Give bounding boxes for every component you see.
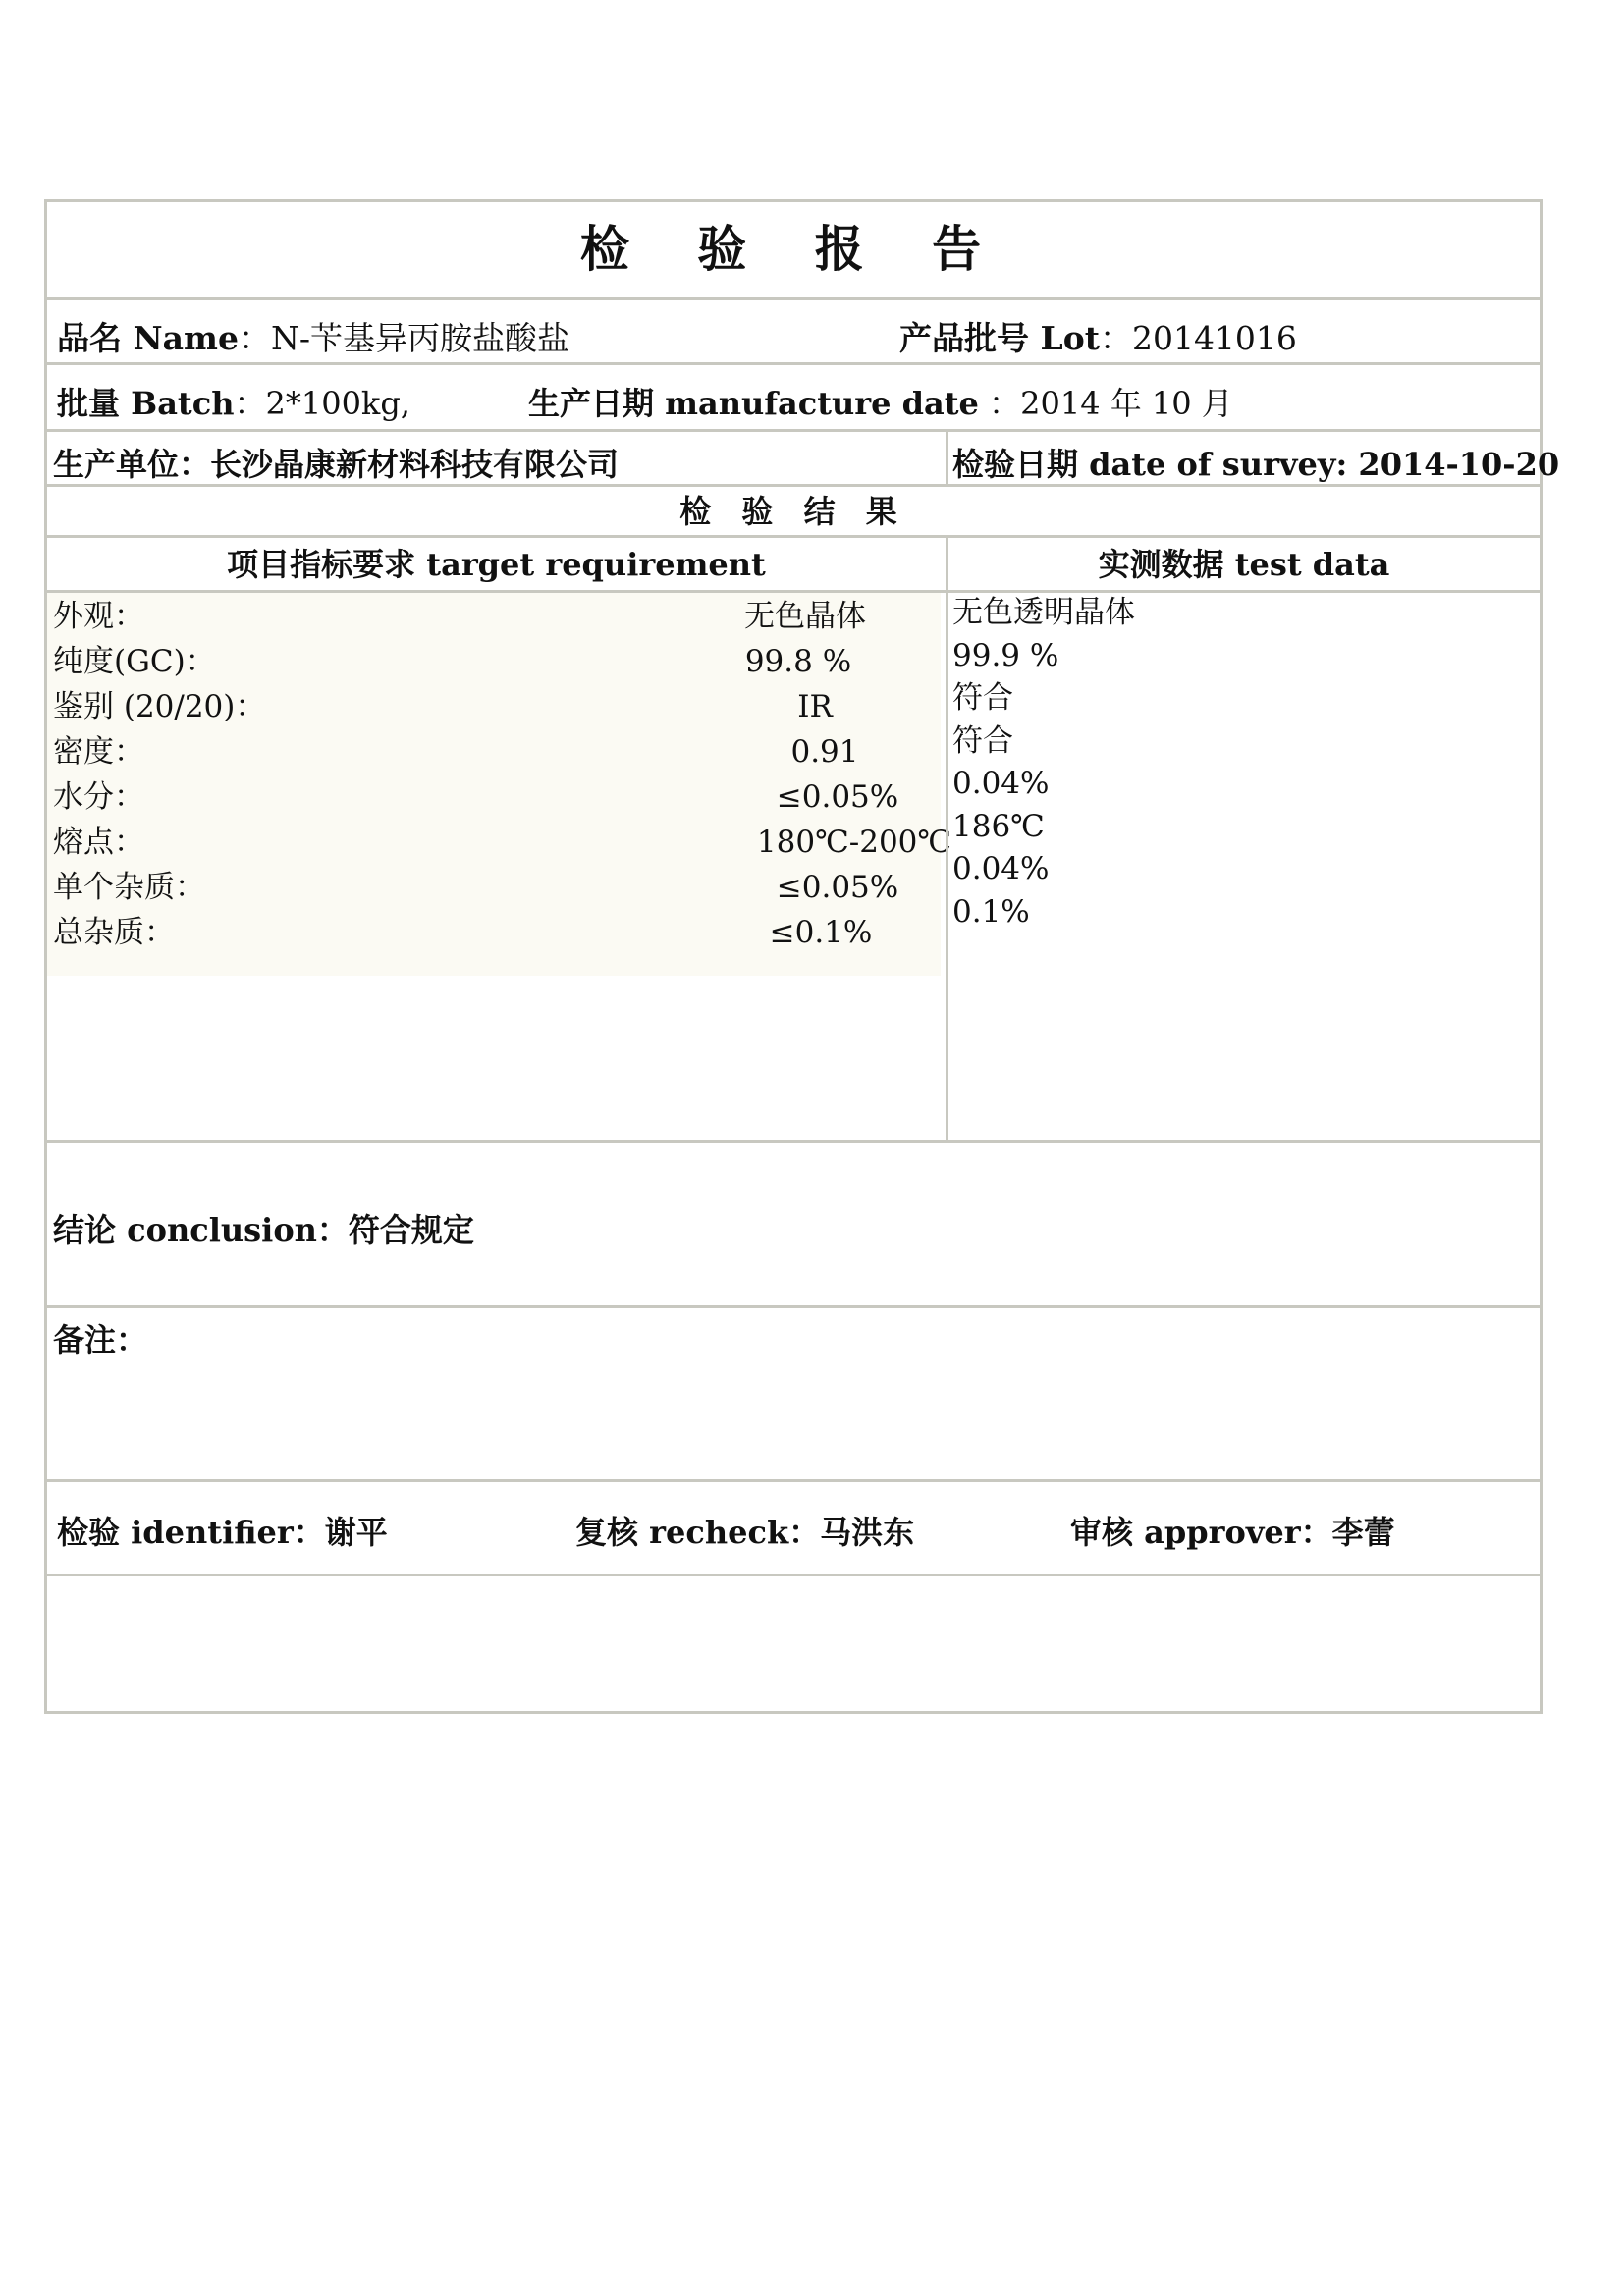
manufacture-date-field bbox=[528, 379, 1233, 424]
batch-label: 批量 Batch bbox=[57, 385, 235, 422]
test-data-header-cell bbox=[946, 538, 1540, 590]
item-requirement: 180℃-200℃ bbox=[756, 825, 952, 860]
survey-date: 检验日期 date of survey: 2014-10-20 bbox=[952, 446, 1560, 483]
recheck: 复核 recheck：马洪东 bbox=[575, 1514, 915, 1551]
product-row bbox=[47, 300, 1540, 365]
survey-cell bbox=[946, 432, 1560, 484]
requirement-header-cell bbox=[47, 538, 946, 590]
item-test-value: 符合 bbox=[952, 680, 1013, 716]
requirement-column bbox=[47, 593, 952, 1140]
requirement-header: 项目指标要求 target requirement bbox=[227, 546, 766, 583]
approver: 审核 approver：李蕾 bbox=[1070, 1514, 1395, 1551]
product-label: 品名 Name bbox=[57, 319, 239, 357]
item-test-value: 无色透明晶体 bbox=[952, 595, 1135, 630]
item-requirement: 无色晶体 bbox=[744, 599, 866, 634]
item-name: 鉴别 (20/20)： bbox=[53, 689, 266, 724]
item-name: 熔点： bbox=[53, 825, 144, 860]
item-name: 总杂质： bbox=[53, 915, 175, 950]
batch-field bbox=[57, 379, 410, 424]
producer: 生产单位：长沙晶康新材料科技有限公司 bbox=[53, 446, 620, 483]
item-test-value: 符合 bbox=[952, 722, 1013, 759]
item-requirement: 99.8 % bbox=[744, 644, 852, 679]
producer-row bbox=[47, 432, 1560, 487]
remarks-row bbox=[47, 1308, 1540, 1482]
lot-label: 产品批号 Lot bbox=[899, 319, 1100, 357]
item-requirement: IR bbox=[797, 689, 833, 724]
lot-value: 20141016 bbox=[1131, 319, 1297, 357]
manufacture-date-value: 2014 年 10 月 bbox=[1020, 385, 1233, 422]
conclusion-row bbox=[47, 1143, 1540, 1308]
item-name: 水分： bbox=[53, 779, 144, 815]
product-field bbox=[57, 313, 569, 359]
lot-sep: ： bbox=[1099, 319, 1132, 357]
item-test-value: 0.04% bbox=[952, 766, 1050, 801]
column-header-row bbox=[47, 538, 1540, 593]
item-requirement: ≤0.05% bbox=[776, 779, 899, 815]
product-value: N-苄基异丙胺盐酸盐 bbox=[270, 319, 569, 357]
batch-sep: ： bbox=[234, 385, 266, 422]
lot-field bbox=[899, 313, 1297, 359]
item-test-value: 0.04% bbox=[952, 851, 1050, 886]
item-name: 外观： bbox=[53, 599, 144, 634]
item-test-value: 99.9 % bbox=[952, 637, 1059, 673]
items-row bbox=[47, 593, 1540, 1143]
inspection-report bbox=[44, 199, 1560, 1714]
item-test-value: 186℃ bbox=[952, 808, 1045, 844]
item-test-value: 0.1% bbox=[952, 893, 1030, 930]
report-title: 检 验 报 告 bbox=[579, 220, 1007, 278]
test-data-column bbox=[946, 593, 1540, 1140]
item-requirement: ≤0.05% bbox=[776, 870, 899, 905]
test-data-header: 实测数据 test data bbox=[1098, 546, 1390, 583]
signatures-row bbox=[47, 1482, 1540, 1576]
empty-footer-row bbox=[47, 1576, 1540, 1711]
batch-value: 2*100kg, bbox=[265, 385, 410, 422]
conclusion: 结论 conclusion：符合规定 bbox=[53, 1211, 474, 1249]
results-title-row bbox=[47, 487, 1540, 538]
product-sep: ： bbox=[238, 319, 271, 357]
item-name: 密度： bbox=[53, 734, 144, 770]
title-row bbox=[47, 202, 1540, 300]
results-title: 检 验 结 果 bbox=[679, 493, 907, 530]
item-requirement: ≤0.1% bbox=[769, 915, 873, 950]
remarks: 备注： bbox=[53, 1321, 148, 1359]
item-name: 纯度(GC)： bbox=[53, 644, 216, 679]
item-requirement: 0.91 bbox=[790, 734, 859, 770]
manufacture-date-sep: ： bbox=[978, 385, 1021, 422]
batch-row bbox=[47, 365, 1540, 432]
item-name: 单个杂质： bbox=[53, 870, 205, 905]
identifier: 检验 identifier：谢平 bbox=[57, 1514, 388, 1551]
manufacture-date-label: 生产日期 manufacture date bbox=[528, 385, 979, 422]
